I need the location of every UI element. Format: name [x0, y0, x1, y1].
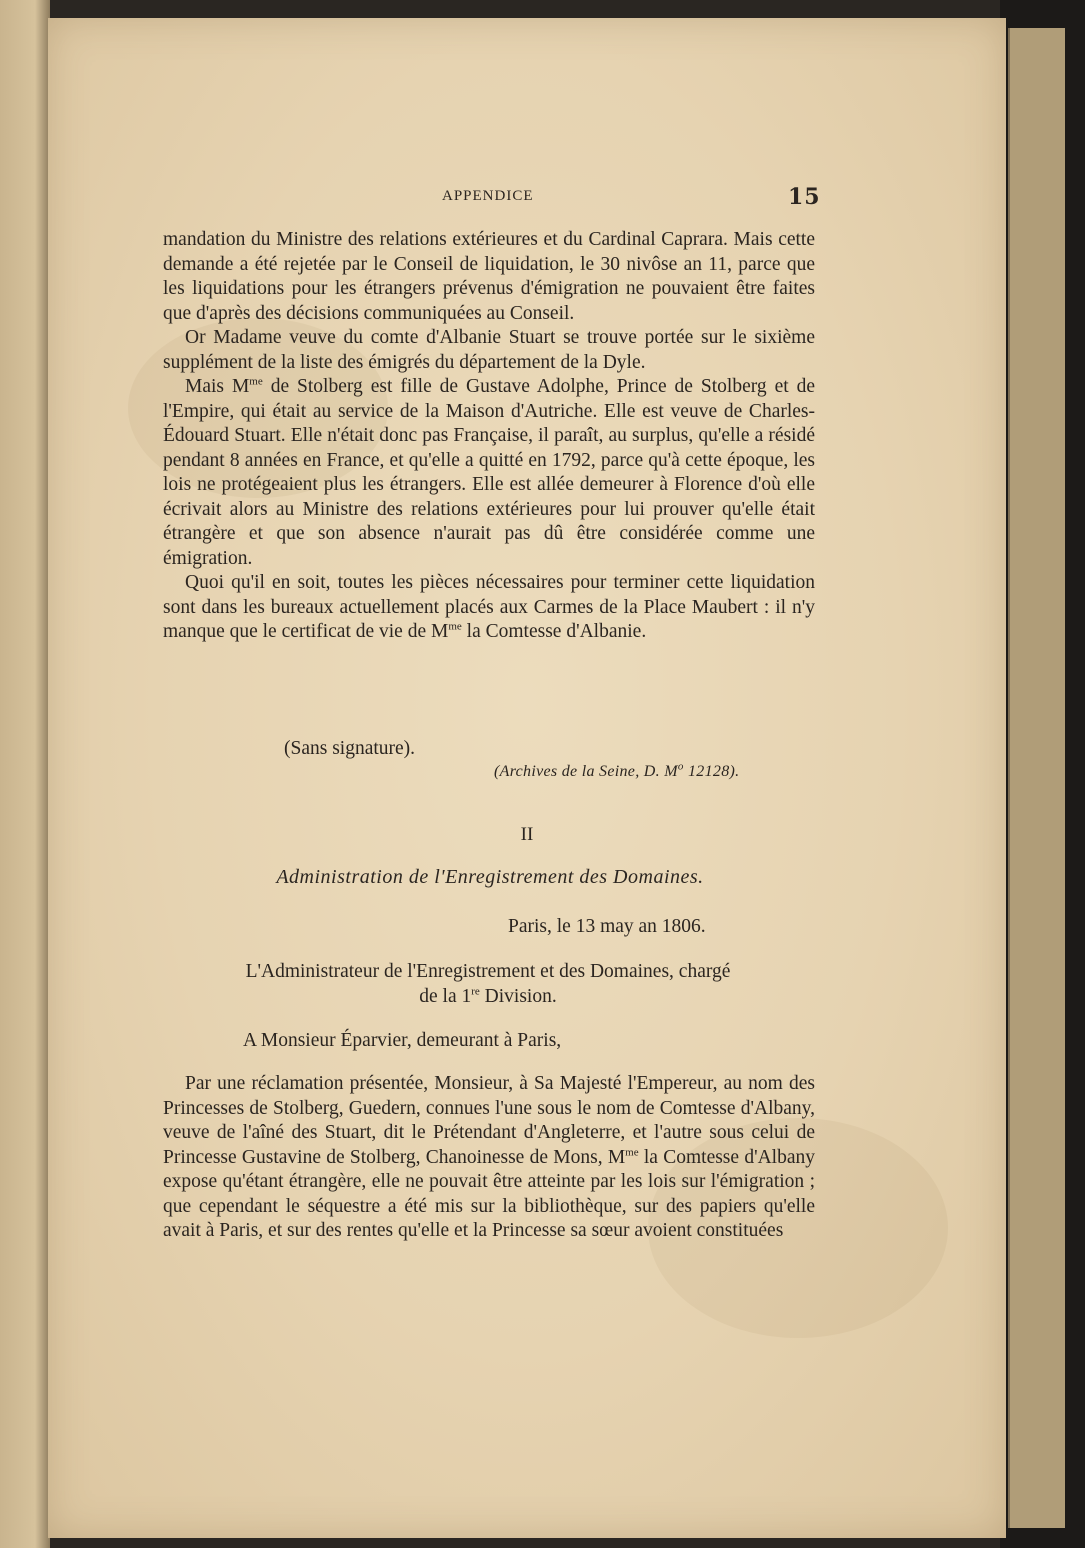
paragraph: Quoi qu'il en soit, toutes les pièces nécessaires pour terminer cette liquidation sont dans les bureaux actuellement placés aux Carmes de la Place Maubert : il n'y manque que le certificat de vie de $M^{me}$ la Comtesse d'Albanie. — [163, 572, 815, 642]
paragraph: Par une réclamation présentée, Monsieur, à Sa Majesté l'Empereur, au nom des Princesses de Stolberg, Guedern, connues l'une sous le nom de Comtesse d'Albany, veuve de l'aîné des Stuart, dit le Prétendant d'Angleterre, et l'autre sous celui de Princesse Gustavine de Stolberg, Chanoinesse de Mons, $M^{me}$ la Comtesse d'Albany expose qu'étant étrangère, elle ne pouvait être atteinte par les lois sur l'émigration ; que cependant le séquestre a été mis sur la bibliothèque, sur des papiers qu'elle avait à Paris, et sur des rentes qu'elle et la Princesse sa sœur avoient constituées — [163, 1073, 815, 1241]
letter-date: Paris, le 13 may an 1806. — [508, 916, 706, 937]
paragraph: Mais $M^{me}$ de Stolberg est fille de Gustave Adolphe, Prince de Stolberg et de l'Empire, qui était au service de la Maison d'Autriche. Elle est veuve de Charles-Édouard Stuart. Elle n'était donc pas Française, il paraît, au surplus, qu'elle a résidé pendant 8 années en France, et qu'elle a quitté en 1792, parce qu'à cette époque, les lois ne protégeaient plus les étrangers. Elle est allée demeurer à Florence d'où elle écrivait alors au Ministre des relations extérieures pour lui prouver qu'elle était étrangère et que son absence n'aurait pas dû être considérée comme une émigration. — [163, 375, 815, 569]
running-title: APPENDICE — [442, 188, 534, 204]
letter-addressee: A Monsieur Éparvier, demeurant à Paris, — [243, 1030, 562, 1051]
signature-note: (Sans signature). — [284, 738, 416, 759]
section-title: Administration de l'Enregistrement des Domaines. — [276, 866, 704, 888]
book-page — [48, 18, 1006, 1538]
paragraph: mandation du Ministre des relations extérieures et du Cardinal Caprara. Mais cette demande a été rejetée par le Conseil de liquidation, le 30 nivôse an 11, parce que les liquidations pour les étrangers prévenus d'émigration ne pouvaient être faites que d'après des décisions communiquées au Conseil. — [163, 229, 815, 324]
letter-sender: L'Administrateur de l'Enregistrement et des Domaines, chargé de la 1re Division. — [245, 961, 731, 1007]
page-number: 15 — [788, 184, 821, 210]
facing-page-edge — [0, 0, 50, 1548]
section-number: II — [520, 824, 534, 845]
body-text-part2 — [163, 1072, 815, 1244]
underlying-page-edge — [1008, 28, 1065, 1528]
body-text-part1 — [163, 228, 815, 645]
source-citation: (Archives de la Seine, D. $M^o$ 12128). — [494, 760, 740, 780]
paragraph: Or Madame veuve du comte d'Albanie Stuart se trouve portée sur le sixième supplément de la liste des émigrés du département de la Dyle. — [163, 327, 815, 373]
running-head — [48, 184, 1006, 212]
